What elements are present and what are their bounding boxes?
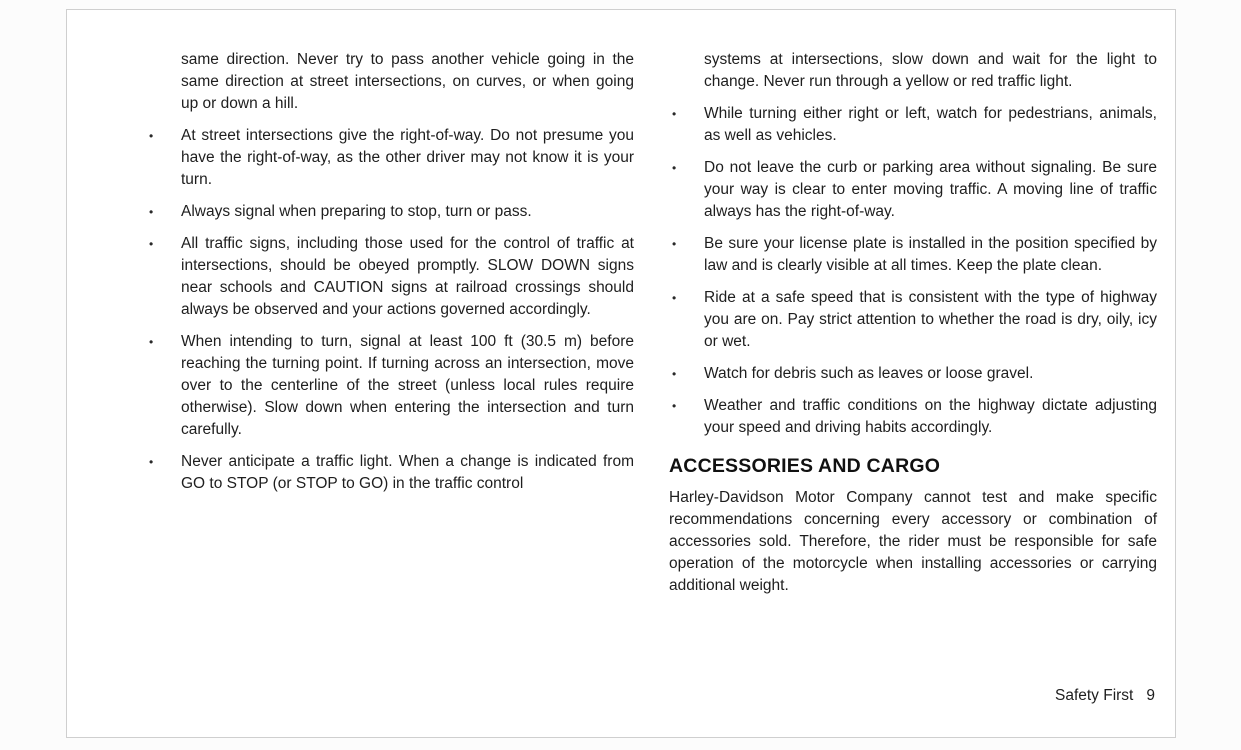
bullet-text: Ride at a safe speed that is consistent with the type of highway you are on. Pay strict attention to whether the road is dry, oily, icy or wet. xyxy=(704,289,1157,350)
bullet-marker: • xyxy=(149,455,154,469)
continued-paragraph: same direction. Never try to pass another vehicle going in the same direction at street intersections, on curves, or when going up or down a hill. xyxy=(181,51,634,112)
bullet-marker: • xyxy=(149,129,154,143)
bullet-list-item xyxy=(669,287,1157,353)
page-content xyxy=(67,10,1175,597)
body-paragraph: Harley-Davidson Motor Company cannot test and make specific recommendations concerning every accessory or combination of accessories sold. Therefore, the rider must be responsible for safe operation of the motorcycle when installing accessories or carrying additional weight. xyxy=(669,489,1157,594)
bullet-text: At street intersections give the right-of-way. Do not presume you have the right-of-way, as the other driver may not know it is your turn. xyxy=(181,127,634,188)
bullet-text: Be sure your license plate is installed in the position specified by law and is clearly visible at all times. Keep the plate clean. xyxy=(704,235,1157,274)
document-page xyxy=(66,9,1176,738)
bullet-marker: • xyxy=(149,335,154,349)
bullet-list-item xyxy=(146,125,634,191)
bullet-list-item xyxy=(669,395,1157,439)
bullet-text: All traffic signs, including those used for the control of traffic at intersections, should be obeyed promptly. SLOW DOWN signs near schools and CAUTION signs at railroad crossings should always be observed and your actions governed accordingly. xyxy=(181,235,634,318)
bullet-marker: • xyxy=(149,237,154,251)
bullet-marker: • xyxy=(672,399,677,413)
bullet-marker: • xyxy=(672,291,677,305)
footer-section-title: Safety First xyxy=(1054,687,1134,704)
page-footer xyxy=(1055,687,1155,705)
bullet-marker: • xyxy=(672,367,677,381)
bullet-list-item xyxy=(146,201,634,223)
bullet-text: Always signal when preparing to stop, turn or pass. xyxy=(181,203,532,220)
bullet-list-item xyxy=(146,331,634,441)
bullet-text: Watch for debris such as leaves or loose gravel. xyxy=(704,365,1034,382)
bullet-text: Never anticipate a traffic light. When a change is indicated from GO to STOP (or STOP to GO) in the traffic control xyxy=(181,453,634,492)
bullet-list-item xyxy=(146,451,634,495)
bullet-list-item xyxy=(669,157,1157,223)
bullet-list-item xyxy=(669,363,1157,385)
bullet-marker: • xyxy=(672,237,677,251)
footer-page-number: 9 xyxy=(1146,687,1155,704)
bullet-text: While turning either right or left, watch for pedestrians, animals, as well as vehicles. xyxy=(704,105,1157,144)
section-heading: ACCESSORIES AND CARGO xyxy=(669,455,941,477)
bullet-text: Weather and traffic conditions on the highway dictate adjusting your speed and driving habits accordingly. xyxy=(704,397,1157,436)
bullet-text: Do not leave the curb or parking area without signaling. Be sure your way is clear to enter moving traffic. A moving line of traffic always has the right-of-way. xyxy=(704,159,1157,220)
right-column xyxy=(669,49,1157,597)
left-column xyxy=(146,49,634,597)
bullet-marker: • xyxy=(672,161,677,175)
continued-paragraph: systems at intersections, slow down and wait for the light to change. Never run through a yellow or red traffic light. xyxy=(704,51,1157,90)
bullet-text: When intending to turn, signal at least 100 ft (30.5 m) before reaching the turning point. If turning across an intersection, move over to the centerline of the street (unless local rules require otherwise). Slow down when entering the intersection and turn carefully. xyxy=(181,333,634,438)
bullet-list-item xyxy=(146,233,634,321)
bullet-marker: • xyxy=(672,107,677,121)
bullet-list-item xyxy=(669,103,1157,147)
bullet-marker: • xyxy=(149,205,154,219)
bullet-list-item xyxy=(669,233,1157,277)
